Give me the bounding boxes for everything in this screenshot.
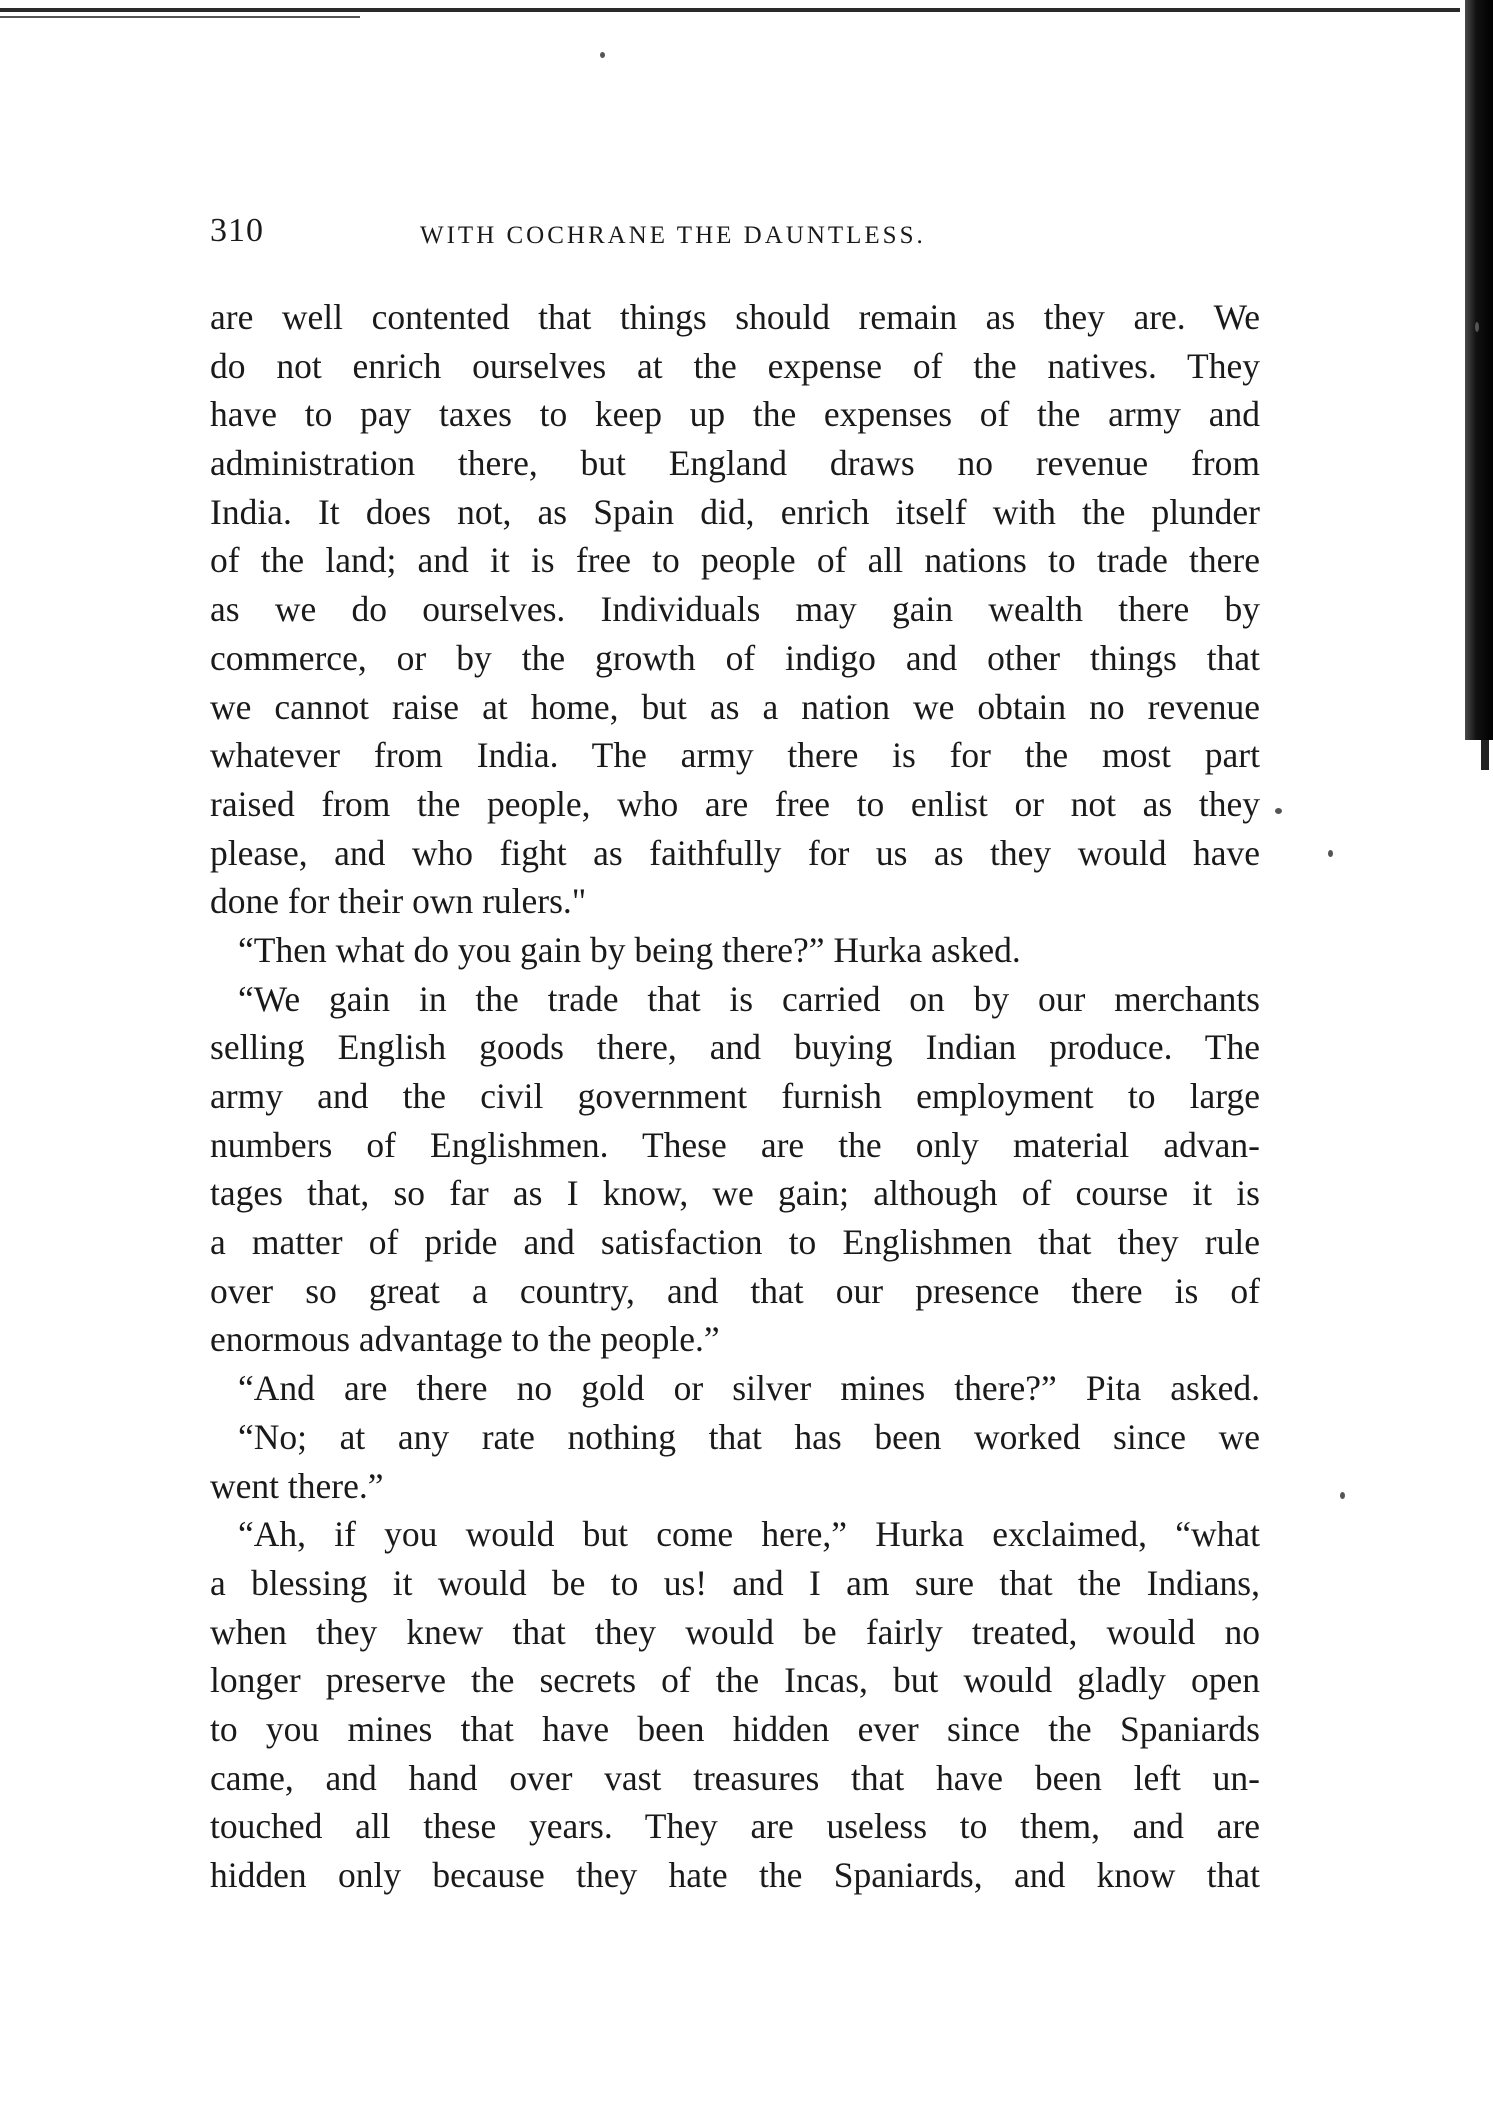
text-line: “And are there no gold or silver mines there?” Pita asked. [238, 1368, 1260, 1409]
text-line: “Then what do you gain by being there?” Hurka asked. [238, 929, 1021, 970]
text-line: hidden only because they hate the Spaniards, and know that [210, 1855, 1260, 1895]
text-line: administration there, but England draws no revenue from [210, 443, 1260, 484]
text-line: whatever from India. The army there is for the most part [210, 735, 1260, 776]
page-number: 310 [210, 212, 264, 249]
text-line: please, and who fight as faithfully for us as they would have [210, 832, 1260, 873]
text-line: a blessing it would be to us! and I am sure that the Indians, [210, 1562, 1260, 1603]
text-line: do not enrich ourselves at the expense of the natives. They [210, 345, 1260, 386]
text-line: “Ah, if you would but come here,” Hurka exclaimed, “what [238, 1514, 1260, 1555]
text-line: touched all these years. They are useless to them, and are [210, 1806, 1260, 1847]
ink-speck [1475, 322, 1479, 332]
page-header [210, 212, 1260, 262]
text-line: came, and hand over vast treasures that have been left un- [210, 1757, 1260, 1798]
text-line: tages that, so far as I know, we gain; although of course it is [210, 1173, 1260, 1214]
text-line: of the land; and it is free to people of all nations to trade there [210, 540, 1260, 581]
ink-speck [1275, 808, 1282, 814]
text-line: enormous advantage to the people.” [210, 1319, 720, 1360]
text-line: “No; at any rate nothing that has been worked since we [238, 1416, 1260, 1457]
text-line: went there.” [210, 1465, 384, 1506]
running-head: WITH COCHRANE THE DAUNTLESS. [420, 222, 926, 249]
text-line: a matter of pride and satisfaction to Englishmen that they rule [210, 1222, 1260, 1263]
text-line: to you mines that have been hidden ever since the Spaniards [210, 1708, 1260, 1749]
text-line: selling English goods there, and buying Indian produce. The [210, 1027, 1260, 1068]
binding-shadow-tail [1481, 740, 1489, 770]
text-line: longer preserve the secrets of the Incas, but would gladly open [210, 1660, 1260, 1701]
text-line: commerce, or by the growth of indigo and other things that [210, 637, 1260, 678]
text-line: “We gain in the trade that is carried on by our merchants [238, 978, 1260, 1019]
text-line: India. It does not, as Spain did, enrich itself with the plunder [210, 491, 1260, 532]
text-line: we cannot raise at home, but as a nation we obtain no revenue [210, 686, 1260, 727]
text-line: army and the civil government furnish employment to large [210, 1076, 1260, 1116]
text-line: raised from the people, who are free to enlist or not as they [210, 783, 1260, 824]
text-line: are well contented that things should remain as they are. We [210, 297, 1260, 337]
text-line: as we do ourselves. Individuals may gain wealth there by [210, 589, 1260, 630]
ink-speck [1328, 850, 1333, 857]
text-line: numbers of Englishmen. These are the only material advan- [210, 1124, 1260, 1165]
text-line: over so great a country, and that our presence there is of [210, 1270, 1260, 1311]
text-line: have to pay taxes to keep up the expenses of the army and [210, 394, 1260, 435]
ink-speck [1340, 1492, 1345, 1499]
ink-speck [600, 52, 605, 58]
text-line: when they knew that they would be fairly treated, would no [210, 1611, 1260, 1652]
binding-shadow [1465, 0, 1493, 740]
top-edge-rule [0, 8, 1460, 12]
text-line: done for their own rulers." [210, 881, 587, 922]
top-edge-rule-secondary [0, 16, 360, 18]
body-text [210, 293, 1260, 1900]
